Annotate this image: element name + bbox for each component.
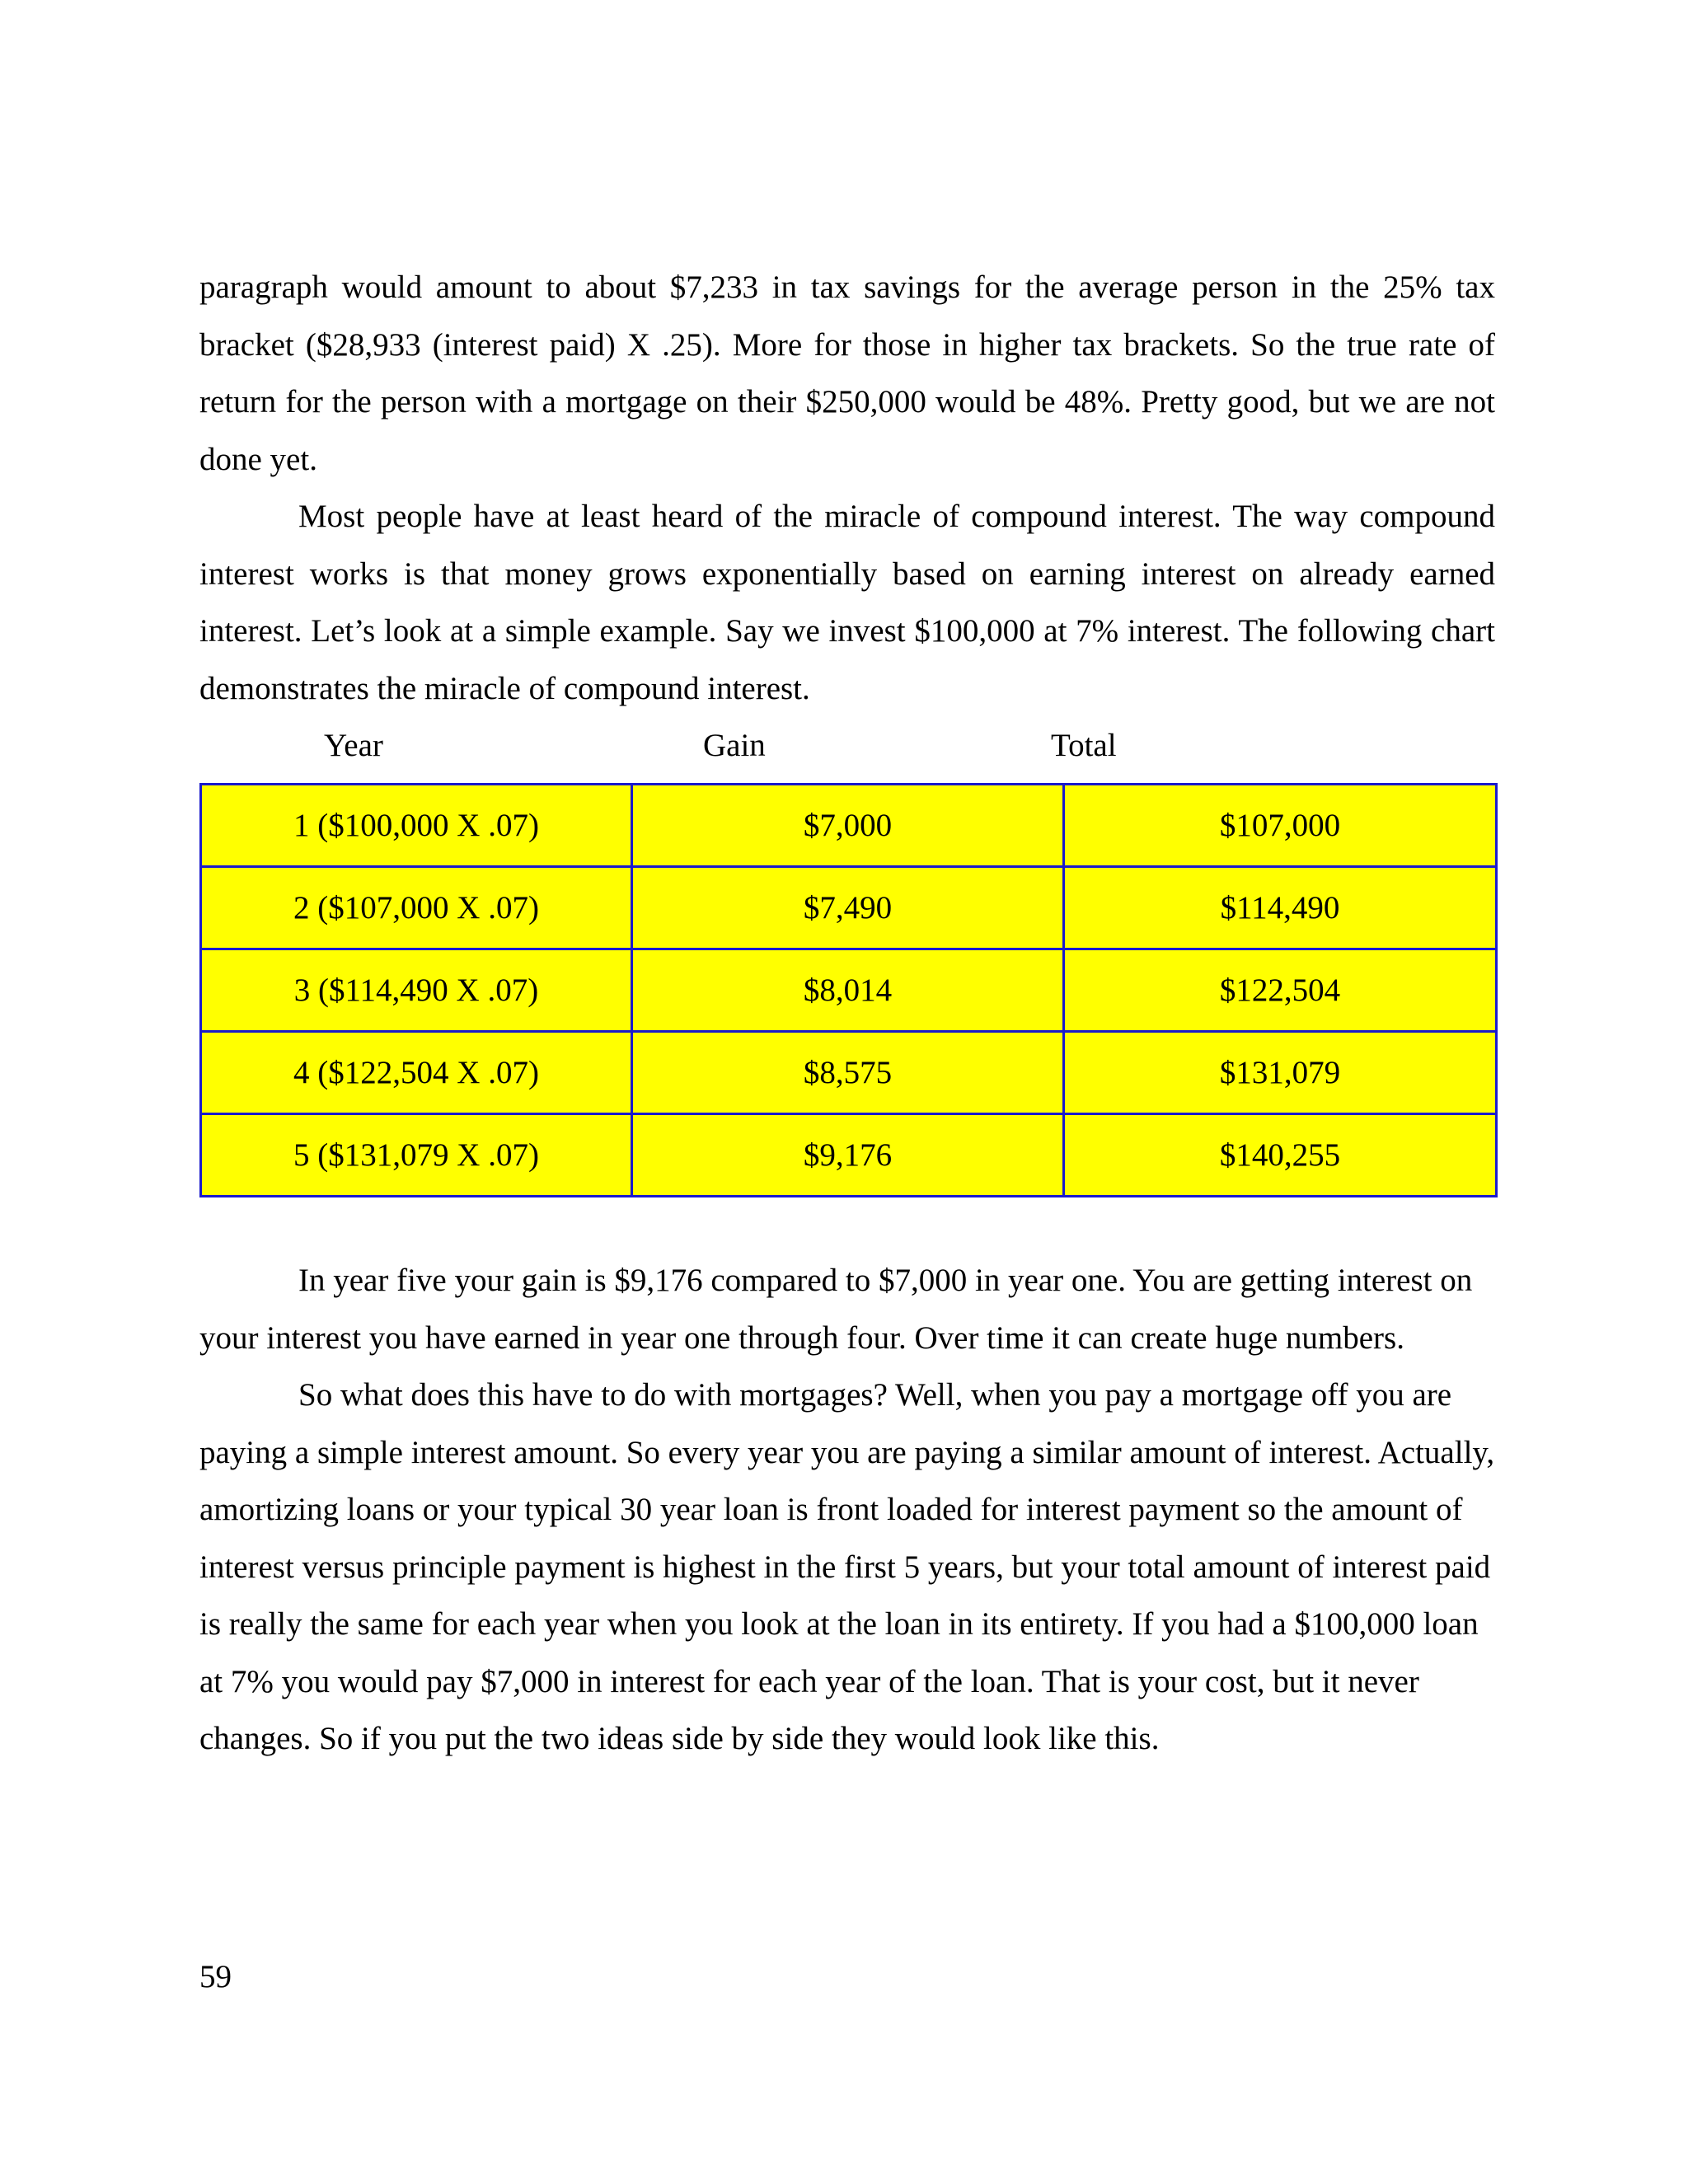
table-row xyxy=(201,785,1497,867)
cell-year: 4 ($122,504 X .07) xyxy=(201,1032,632,1114)
cell-total: $131,079 xyxy=(1064,1032,1497,1114)
table-row xyxy=(201,867,1497,949)
table-column-headers xyxy=(199,717,1495,774)
paragraph-tax-savings: paragraph would amount to about $7,233 in tax savings for the average person in the 25% tax bracket ($28,933 (interest paid) X .25). More for those in higher tax brackets. So the true rate of return for the person with a mortgage on their $250,000 would be 48%. Pretty good, but we are not done yet. xyxy=(199,269,1495,477)
page-number: 59 xyxy=(199,1959,232,1994)
cell-year: 1 ($100,000 X .07) xyxy=(201,785,632,867)
cell-gain: $8,575 xyxy=(632,1032,1064,1114)
compound-interest-table xyxy=(199,783,1498,1197)
cell-total: $140,255 xyxy=(1064,1114,1497,1197)
paragraph-compound-interest: Most people have at least heard of the miracle of compound interest. The way compound interest works is that money grows exponentially based on earning interest on already earned interest. Let’s look at a simple example. Say we invest $100,000 at 7% interest. The following chart demonstrates the miracle of compound interest. xyxy=(199,499,1495,706)
cell-total: $114,490 xyxy=(1064,867,1497,949)
table-row xyxy=(201,1114,1497,1197)
cell-total: $107,000 xyxy=(1064,785,1497,867)
column-header-year: Year xyxy=(324,728,383,763)
paragraph-year-five-gain: In year five your gain is $9,176 compared to $7,000 in year one. You are getting interest on your interest you have earned in year one through four. Over time it can create huge numbers. xyxy=(199,1263,1473,1356)
paragraph-mortgages: So what does this have to do with mortgages? Well, when you pay a mortgage off you are paying a simple interest amount. So every year you are paying a similar amount of interest. Actually, amortizing loans or your typical 30 year loan is front loaded for interest payment so the amount of interest versus principle payment is highest in the first 5 years, but your total amount of interest paid is really the same for each year when you look at the loan in its entirety. If you had a $100,000 loan at 7% you would pay $7,000 in interest for each year of the loan. That is your cost, but it never changes. So if you put the two ideas side by side they would look like this. xyxy=(199,1377,1495,1756)
cell-year: 5 ($131,079 X .07) xyxy=(201,1114,632,1197)
cell-year: 3 ($114,490 X .07) xyxy=(201,949,632,1032)
cell-gain: $7,000 xyxy=(632,785,1064,867)
page-body xyxy=(199,259,1495,1768)
table-row xyxy=(201,949,1497,1032)
cell-gain: $7,490 xyxy=(632,867,1064,949)
column-header-total: Total xyxy=(1051,728,1117,763)
column-header-gain: Gain xyxy=(703,728,766,763)
cell-total: $122,504 xyxy=(1064,949,1497,1032)
cell-year: 2 ($107,000 X .07) xyxy=(201,867,632,949)
cell-gain: $9,176 xyxy=(632,1114,1064,1197)
table-row xyxy=(201,1032,1497,1114)
cell-gain: $8,014 xyxy=(632,949,1064,1032)
